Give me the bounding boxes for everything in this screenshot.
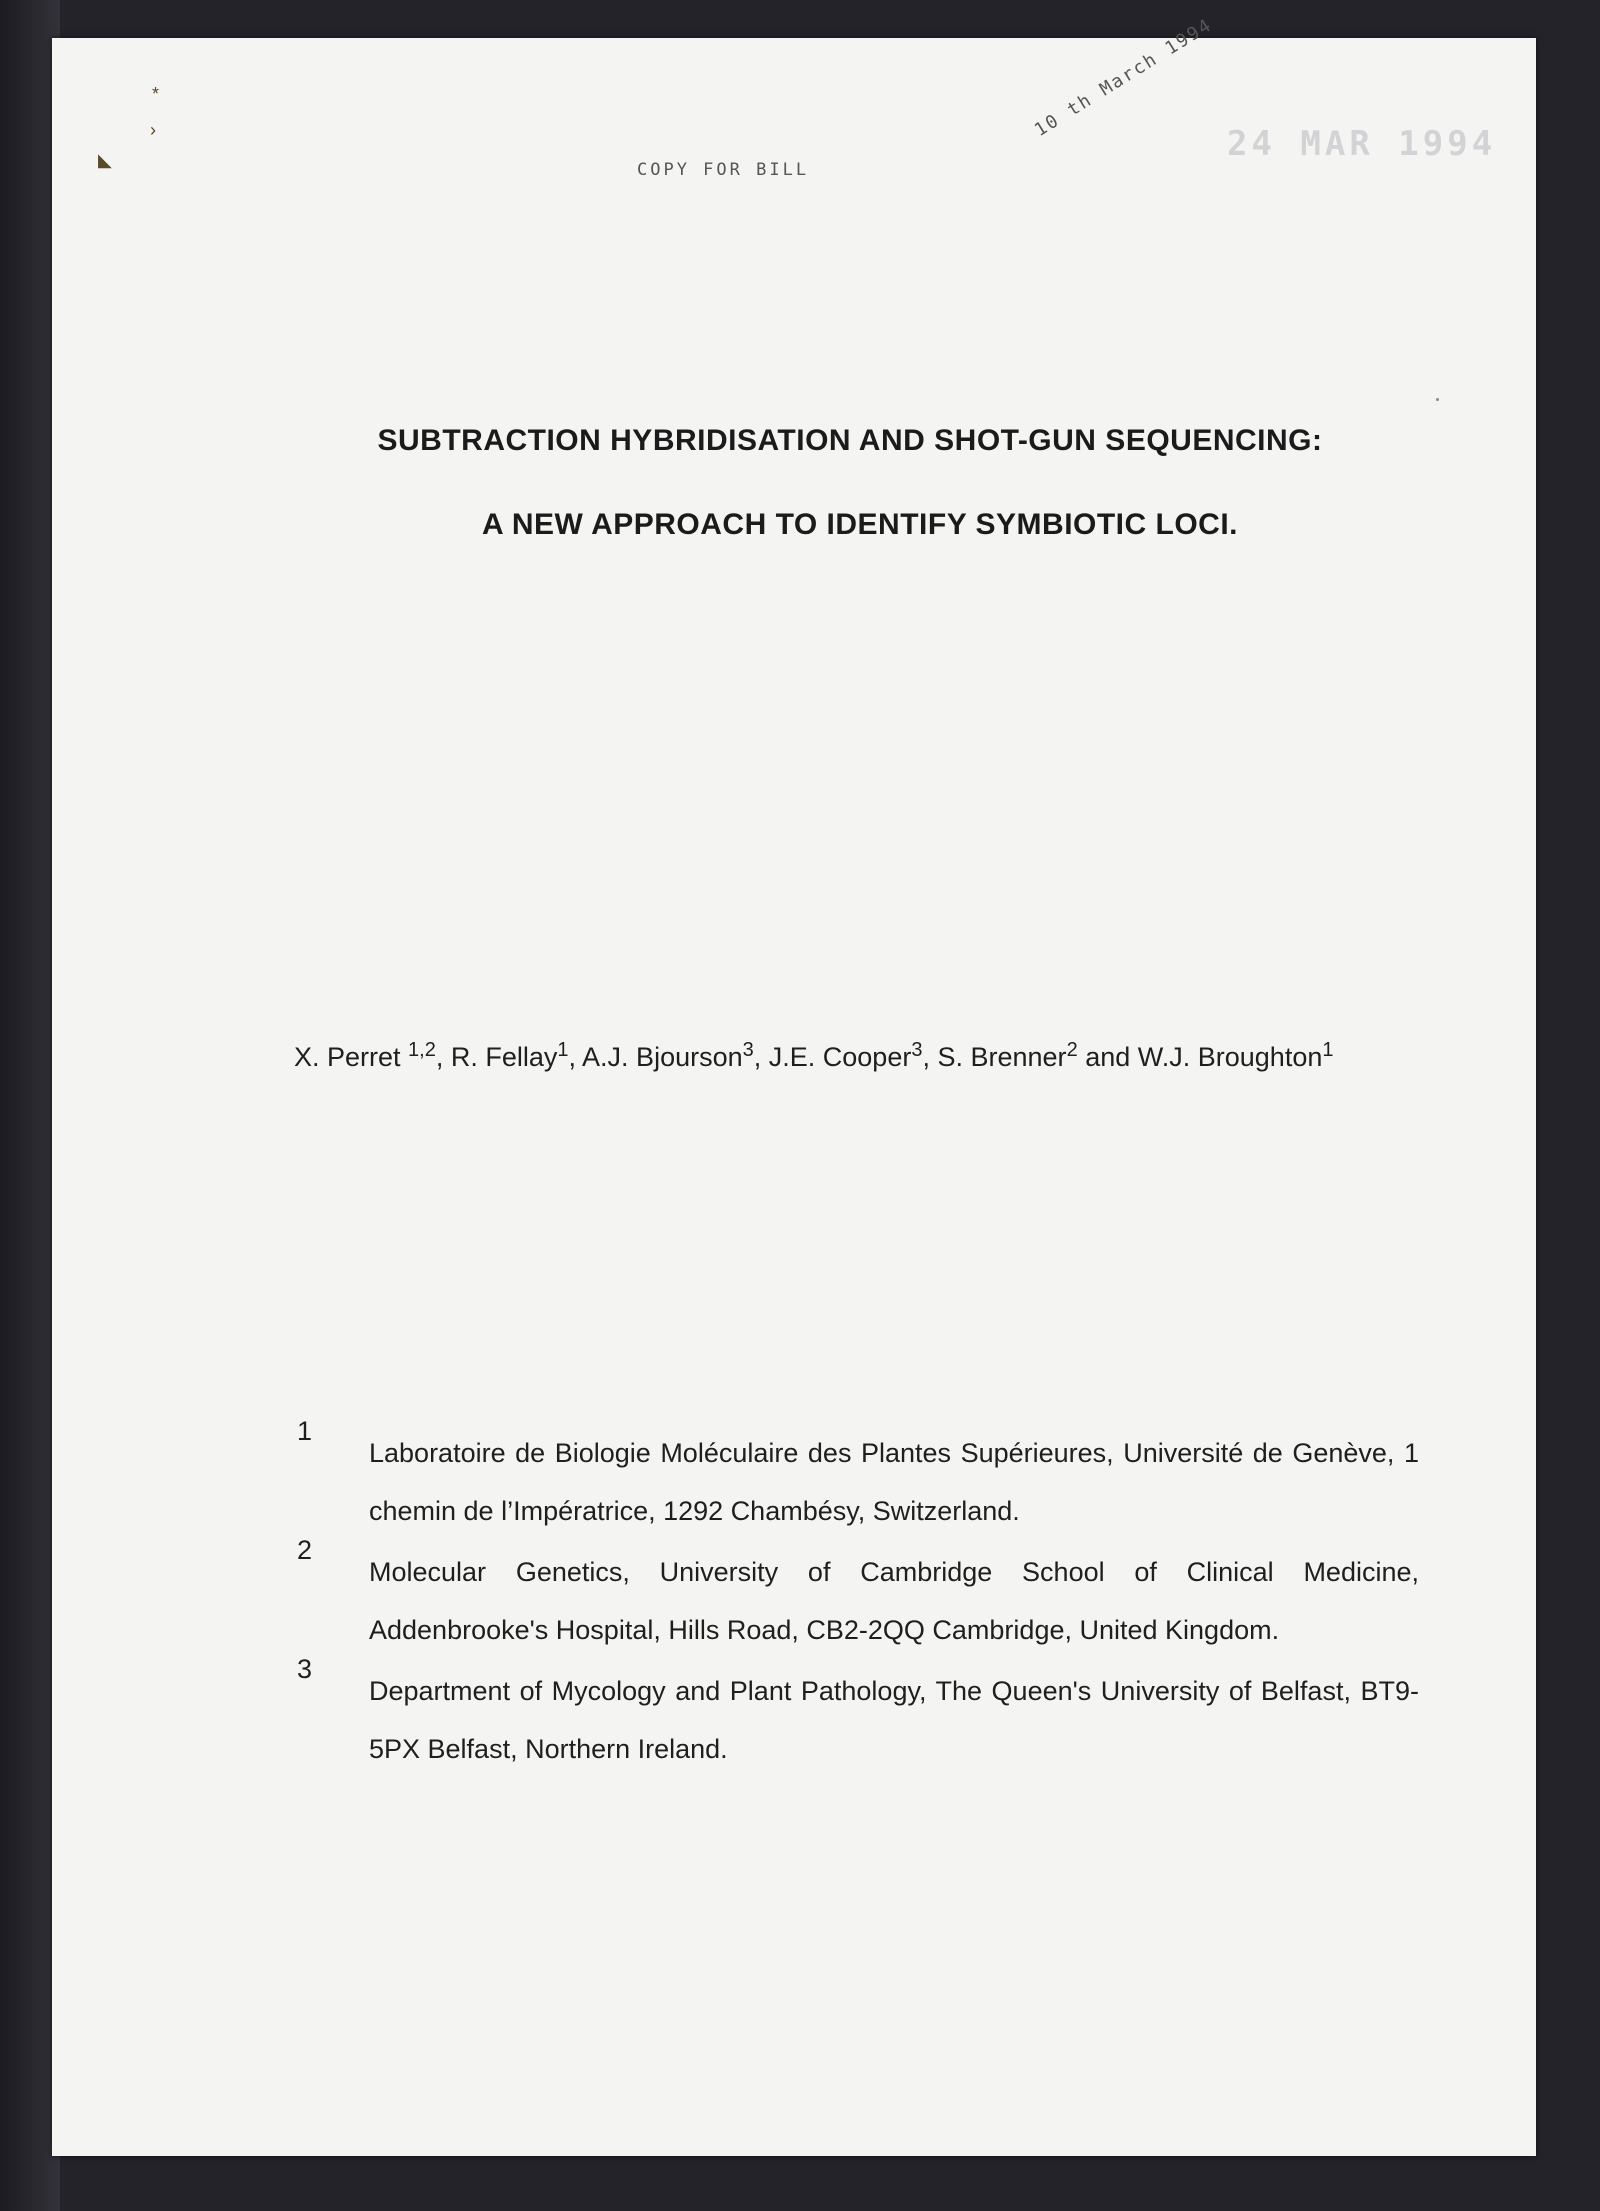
author-name: X. Perret (294, 1042, 409, 1072)
author-name: R. Fellay (450, 1042, 558, 1072)
speck (1436, 398, 1439, 401)
backdrop (0, 0, 60, 2211)
author-affiliation-ref: 1 (1322, 1039, 1334, 1061)
author-affiliation-ref: 3 (911, 1039, 923, 1061)
author-separator: and (1077, 1042, 1138, 1072)
binding-mark: * (152, 84, 160, 104)
affiliation-number: 3 (297, 1654, 313, 1684)
author-affiliation-ref: 1,2 (408, 1039, 436, 1061)
binding-mark: › (150, 120, 156, 140)
author-name: S. Brenner (937, 1042, 1067, 1072)
author-affiliation-ref: 3 (742, 1039, 754, 1061)
title-line-1: SUBTRACTION HYBRIDISATION AND SHOT-GUN SEQUENCING: (377, 424, 1323, 457)
title-line-2: A NEW APPROACH TO IDENTIFY SYMBIOTIC LOCI. (481, 508, 1239, 541)
author-list (294, 1038, 1374, 1076)
author-name: J.E. Cooper (768, 1042, 912, 1072)
author-affiliation-ref: 1 (557, 1039, 569, 1061)
handwritten-date: 10 th March 1994 (1030, 14, 1217, 141)
date-stamp: 24 MAR 1994 (1227, 124, 1497, 164)
affiliation-number: 1 (297, 1416, 313, 1446)
affiliation-text: Department of Mycology and Plant Pathology, The Queen's University of Belfast, BT9-5PX Belfast, Northern Ireland. (369, 1676, 1419, 1764)
author-affiliation-ref: 2 (1066, 1039, 1078, 1061)
binding-mark: ◣ (98, 150, 112, 170)
handwritten-note: COPY FOR BILL (637, 160, 810, 180)
affiliation-text: Molecular Genetics, University of Cambridge School of Clinical Medicine, Addenbrooke's Hospital, Hills Road, CB2-2QQ Cambridge, United Kingdom. (369, 1557, 1419, 1645)
author-name: A.J. Bjourson (582, 1042, 743, 1072)
affiliation-text: Laboratoire de Biologie Moléculaire des Plantes Supérieures, Université de Genève, 1 chemin de l’Impératrice, 1292 Chambésy, Switzerland. (369, 1438, 1419, 1526)
author-name: W.J. Broughton (1137, 1042, 1323, 1072)
author-separator: , (568, 1042, 583, 1072)
affiliation-number: 2 (297, 1535, 313, 1565)
author-separator: , (922, 1042, 938, 1072)
author-separator: , (753, 1042, 769, 1072)
document-page (52, 14, 1536, 2156)
author-separator: , (435, 1042, 451, 1072)
